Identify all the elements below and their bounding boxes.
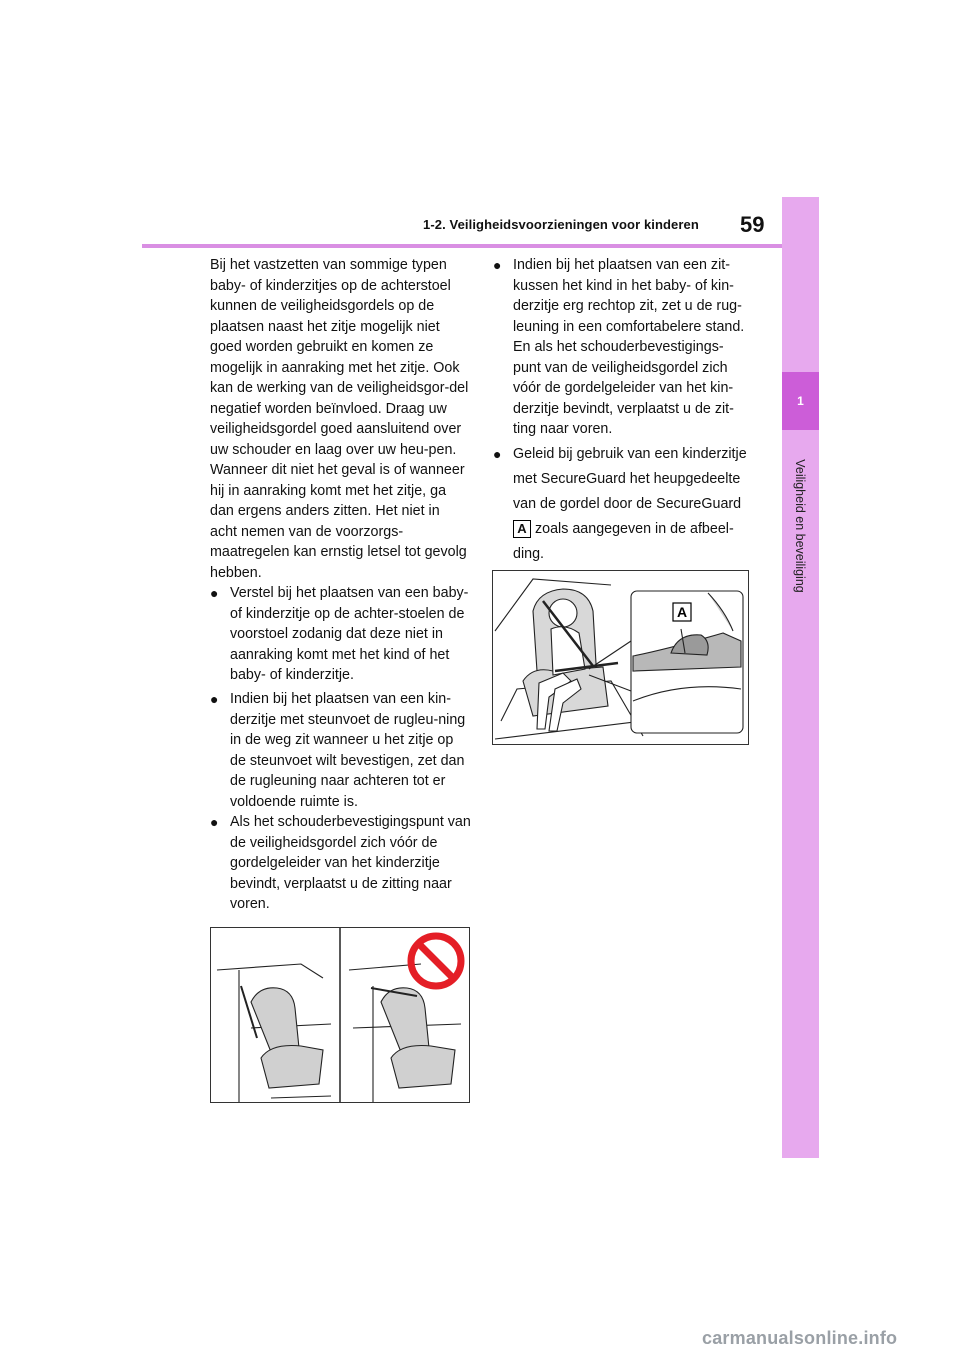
section-title: 1-2. Veiligheidsvoorzieningen voor kinderen xyxy=(423,217,699,232)
callout-a-label: A xyxy=(513,520,531,538)
secureguard-figure xyxy=(492,570,749,745)
page-number: 59 xyxy=(740,212,765,237)
bullet-dot-icon: ● xyxy=(493,446,502,462)
left-bullet-3-text: Als het schouderbevestigingspunt van de veiligheidsgordel zich vóór de gordelgeleider van het kinderzitje bevindt, verplaatst u de zitting naar voren. xyxy=(230,814,471,912)
right-bullet-2-body xyxy=(513,442,749,567)
child-seat-secureguard-illustration xyxy=(493,571,748,744)
chapter-number-tab: 1 xyxy=(782,372,819,430)
intro-paragraph: Bij het vastzetten van sommige typen baby- of kinderzitjes op de achterstoel kunnen de veiligheidsgordels op de plaatsen naast het zitje mogelijk niet goed worden gebruikt en komen ze mogelijk in aanraking met het zitje. Ook kan de werking van de veiligheidsgor-del negatief worden beïnvloed. Draag uw veiligheidsgordel goed aansluitend over uw schouder en laag over uw heu-pen. Wanneer dit niet het geval is of wanneer hij in aanraking komt met het zitje, ga dan ergens anders zitten. Het niet in acht nemen van de voorzorgs-maatregelen kan ernstig letsel tot gevolg hebben. xyxy=(210,257,469,581)
left-bullet-3 xyxy=(210,812,472,915)
right-bullet-2-text: Geleid bij gebruik van een kinderzitje met SecureGuard het heupgedeelte van de gordel door de SecureGuard xyxy=(513,446,747,512)
left-bullet-1 xyxy=(210,583,472,686)
bullet-dot-icon: ● xyxy=(210,691,219,707)
bullet-dot-icon: ● xyxy=(210,585,219,601)
left-bullet-2 xyxy=(210,689,472,812)
right-bullet-1-text: Indien bij het plaatsen van een zit-kussen het kind in het baby- of kin-derzitje erg rechtop zit, zet u de rug-leuning in een comfortabelere stand. En als het schouderbevestigings-punt van de veiligheidsgordel zich vóór de gordelgeleider van het kin-derzitje bevindt, verplaatst u de zit-ting naar voren. xyxy=(513,257,745,437)
bullet-dot-icon: ● xyxy=(493,257,502,273)
side-tab xyxy=(782,197,819,1158)
right-bullet-2-tail: zoals aangegeven in de afbeel-ding. xyxy=(513,521,734,562)
header-rule xyxy=(142,244,782,248)
right-bullet-2 xyxy=(493,442,749,567)
left-bullet-1-text: Verstel bij het plaatsen van een baby- of kinderzitje op de achter-stoelen de voorstoel zodanig dat deze niet in aanraking komt met het kind of het baby- of kinderzitje. xyxy=(230,585,469,683)
bullet-dot-icon: ● xyxy=(210,814,219,830)
figure-callout-a: A xyxy=(676,604,688,620)
seat-position-figure xyxy=(210,927,470,1103)
seat-position-comparison-illustration xyxy=(211,928,469,1102)
right-bullet-1 xyxy=(493,255,749,440)
watermark: carmanualsonline.info xyxy=(702,1328,898,1348)
left-bullet-2-text: Indien bij het plaatsen van een kin-derzitje met steunvoet de rugleu-ning in de weg zit wanneer u het zitje op de steunvoet wilt bevestigen, zet dan de rugleuning naar achteren tot er voldoende ruimte is. xyxy=(230,691,466,810)
chapter-label: Veiligheid en beveiliging xyxy=(793,459,807,593)
